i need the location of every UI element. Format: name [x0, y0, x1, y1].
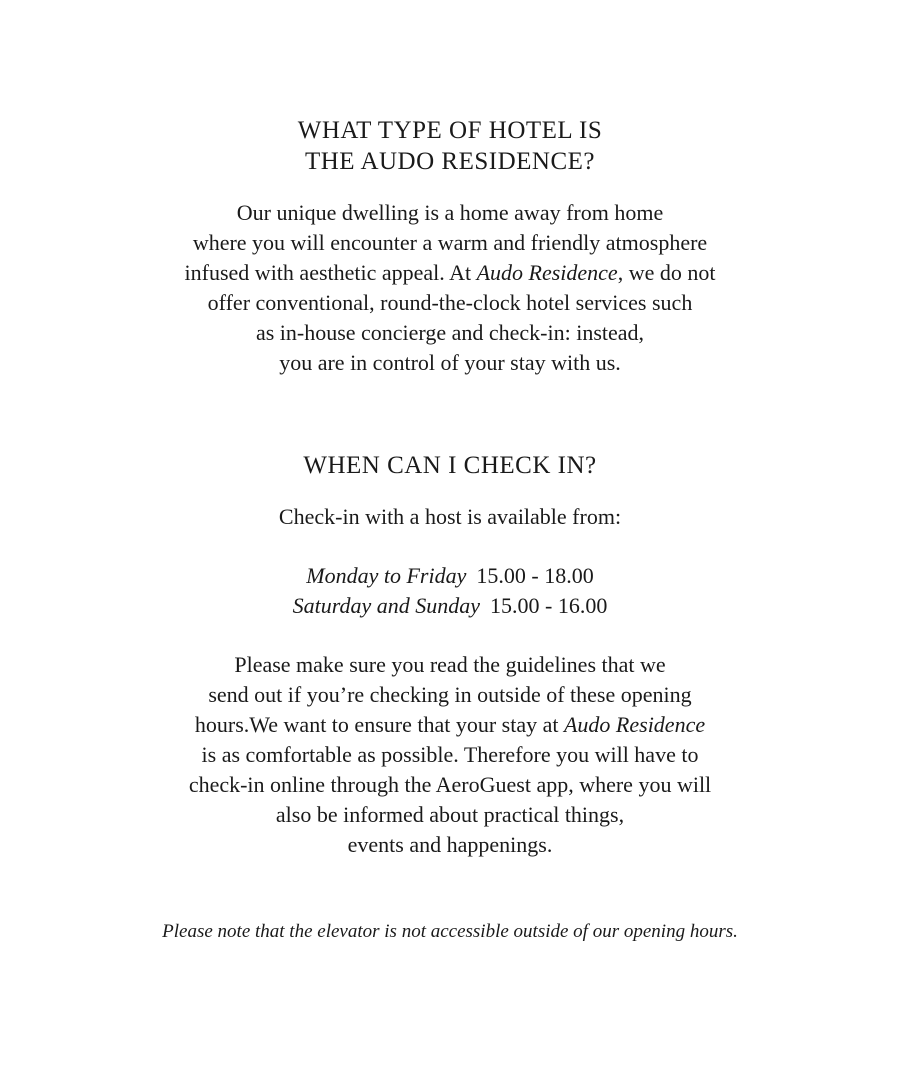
check-in-intro: Check-in with a host is available from:: [278, 504, 622, 529]
check-in-hours: [0, 561, 900, 621]
paragraph-line: where you will encounter a warm and friendly atmosphere: [192, 230, 708, 255]
hours-time: 15.00 - 16.00: [490, 593, 608, 618]
paragraph-line: is as comfortable as possible. Therefore you will have to: [201, 742, 699, 767]
paragraph-line: offer conventional, round-the-clock hotel services such: [207, 290, 693, 315]
heading-hotel-type-line-1: WHAT TYPE OF HOTEL IS: [297, 117, 603, 144]
elevator-footnote: Please note that the elevator is not accessible outside of our opening hours.: [162, 921, 738, 942]
residence-name: Audo Residence: [563, 712, 706, 737]
paragraph-text: infused with aesthetic appeal. At: [184, 260, 477, 285]
paragraph-text: , we do not: [617, 260, 716, 285]
hours-row-weekdays: [0, 561, 900, 591]
heading-hotel-type: [0, 115, 900, 177]
residence-name: Audo Residence: [476, 260, 618, 285]
paragraph-line: Our unique dwelling is a home away from home: [236, 200, 664, 225]
hours-row-weekend: [0, 591, 900, 621]
paragraph-line: also be informed about practical things,: [275, 802, 625, 827]
paragraph-line: as in-house concierge and check-in: instead,: [255, 320, 645, 345]
paragraph-hotel-type: [0, 198, 900, 378]
paragraph-line: [0, 710, 900, 740]
paragraph-line: you are in control of your stay with us.: [279, 350, 621, 375]
paragraph-line: [0, 258, 900, 288]
heading-hotel-type-line-2: THE AUDO RESIDENCE?: [304, 148, 596, 175]
paragraph-text: hours.We want to ensure that your stay at: [194, 712, 564, 737]
paragraph-line: events and happenings.: [347, 832, 553, 857]
hours-days: Monday to Friday: [306, 563, 467, 588]
paragraph-line: send out if you’re checking in outside of these opening: [208, 682, 692, 707]
paragraph-line: Please make sure you read the guidelines that we: [234, 652, 666, 677]
heading-check-in: WHEN CAN I CHECK IN?: [303, 452, 597, 479]
hours-days: Saturday and Sunday: [292, 593, 481, 618]
paragraph-line: check-in online through the AeroGuest app, where you will: [188, 772, 712, 797]
paragraph-guidelines: [0, 650, 900, 860]
hours-time: 15.00 - 18.00: [476, 563, 594, 588]
